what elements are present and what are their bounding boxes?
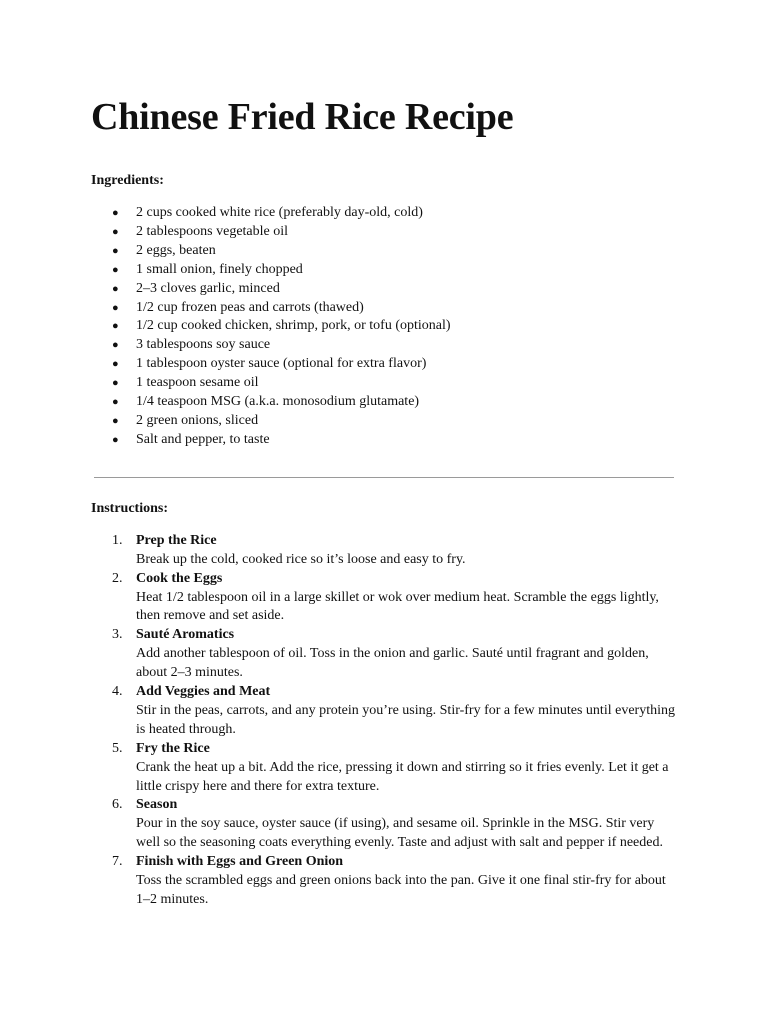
ingredient-item — [91, 204, 676, 223]
ingredient-text: 2–3 cloves garlic, minced — [136, 280, 280, 296]
ingredient-item — [91, 280, 676, 299]
ingredient-item — [91, 242, 676, 261]
step-body: Pour in the soy sauce, oyster sauce (if using), and sesame oil. Sprinkle in the MSG. Stir very well so the seasoning coats everything evenly. Taste and adjust with salt and pepper if needed. — [136, 816, 663, 851]
ingredient-item — [91, 336, 676, 355]
step-title: Finish with Eggs and Green Onion — [136, 854, 344, 870]
ingredient-item — [91, 412, 676, 431]
ingredient-item — [91, 261, 676, 280]
ingredients-heading: Ingredients: — [91, 173, 164, 188]
instruction-step — [91, 853, 676, 910]
instruction-step — [91, 626, 676, 683]
ingredient-item — [91, 317, 676, 336]
bullet-icon: ● — [112, 377, 119, 390]
bullet-icon: ● — [112, 207, 119, 219]
ingredient-text: 1 small onion, finely chopped — [136, 261, 303, 277]
step-title: Cook the Eggs — [136, 570, 223, 586]
bullet-icon: ● — [112, 396, 119, 409]
ingredient-text: 3 tablespoons soy sauce — [136, 337, 271, 353]
ingredient-text: 2 cups cooked white rice (preferably day-old, cold) — [136, 205, 423, 220]
instruction-step — [91, 740, 676, 797]
bullet-icon: ● — [112, 225, 119, 238]
instruction-step — [91, 796, 676, 853]
ingredient-text: 2 eggs, beaten — [136, 242, 216, 258]
ingredient-text: 2 tablespoons vegetable oil — [136, 223, 289, 239]
step-number: 4. — [112, 684, 123, 700]
page-title: Chinese Fried Rice Recipe — [91, 96, 514, 138]
step-number: 6. — [112, 797, 123, 813]
bullet-icon: ● — [112, 358, 119, 371]
ingredient-item — [91, 355, 676, 374]
step-title: Prep the Rice — [136, 532, 217, 548]
bullet-icon: ● — [112, 282, 119, 295]
bullet-icon: ● — [112, 339, 119, 352]
instruction-step — [91, 683, 676, 740]
step-body: Toss the scrambled eggs and green onions back into the pan. Give it one final stir-fry for about 1–2 minutes. — [136, 873, 666, 907]
ingredient-item — [91, 223, 676, 242]
step-body: Stir in the peas, carrots, and any protein you’re using. Stir-fry for a few minutes until everything is heated through. — [136, 702, 675, 737]
ingredient-item — [91, 431, 676, 450]
step-body: Crank the heat up a bit. Add the rice, pressing it down and stirring so it fries evenly. Let it get a little crispy here and there for extra texture. — [136, 759, 669, 794]
bullet-icon: ● — [112, 433, 119, 446]
step-body: Heat 1/2 tablespoon oil in a large skillet or wok over medium heat. Scramble the eggs lightly, then remove and set aside. — [136, 589, 659, 624]
ingredient-text: 1/2 cup cooked chicken, shrimp, pork, or tofu (optional) — [136, 318, 451, 334]
step-number: 7. — [112, 854, 123, 870]
ingredient-item — [91, 393, 676, 412]
section-divider — [94, 477, 674, 478]
bullet-icon: ● — [112, 414, 119, 427]
step-number: 2. — [112, 570, 123, 586]
step-number: 1. — [112, 532, 123, 548]
step-title: Sauté Aromatics — [136, 627, 235, 643]
step-title: Season — [136, 797, 178, 813]
bullet-icon: ● — [112, 301, 119, 314]
step-title: Fry the Rice — [136, 740, 210, 756]
step-title: Add Veggies and Meat — [136, 684, 271, 700]
bullet-icon: ● — [112, 244, 119, 257]
instruction-step — [91, 532, 676, 570]
instruction-step — [91, 570, 676, 627]
ingredient-text: 1 tablespoon oyster sauce (optional for extra flavor) — [136, 356, 427, 372]
ingredient-text: Salt and pepper, to taste — [136, 431, 270, 447]
bullet-icon: ● — [112, 263, 119, 276]
ingredient-item — [91, 299, 676, 318]
step-body: Break up the cold, cooked rice so it’s loose and easy to fry. — [136, 551, 466, 567]
instructions-list — [91, 532, 676, 910]
step-number: 5. — [112, 740, 123, 756]
ingredient-item — [91, 374, 676, 393]
ingredient-text: 1 teaspoon sesame oil — [136, 375, 259, 391]
bullet-icon: ● — [112, 320, 119, 333]
instructions-heading: Instructions: — [91, 500, 169, 516]
step-body: Add another tablespoon of oil. Toss in the onion and garlic. Sauté until fragrant and golden, about 2–3 minutes. — [136, 646, 649, 681]
ingredients-list — [91, 204, 676, 450]
ingredient-text: 1/4 teaspoon MSG (a.k.a. monosodium glutamate) — [136, 394, 420, 410]
ingredient-text: 2 green onions, sliced — [136, 412, 259, 428]
ingredient-text: 1/2 cup frozen peas and carrots (thawed) — [136, 299, 364, 315]
step-number: 3. — [112, 627, 123, 643]
